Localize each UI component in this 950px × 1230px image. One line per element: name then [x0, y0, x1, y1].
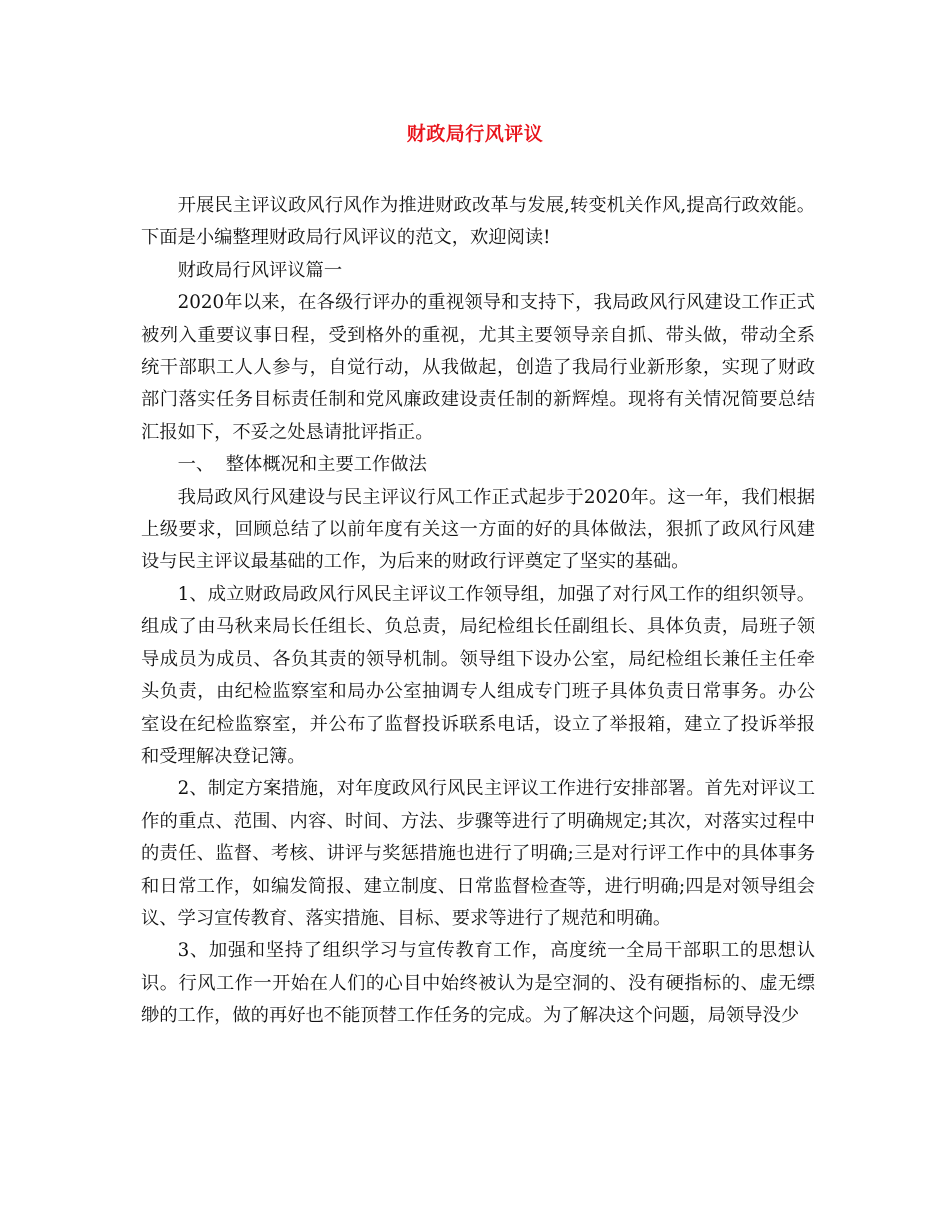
- paragraph-item-3: 3、加强和坚持了组织学习与宣传教育工作，高度统一全局干部职工的思想认识。行风工作一开始在人们的心目中始终被认为是空洞的、没有硬指标的、虚无缥缈的工作，做的再好也不能顶替工作任务的完成。为了解决这个问题，局领导没少: [141, 940, 815, 1027]
- paragraph-intro: 开展民主评议政风行风作为推进财政改革与发展,转变机关作风,提高行政效能。下面是小编整理财政局行风评议的范文，欢迎阅读!: [141, 195, 815, 249]
- document-body: [141, 190, 815, 1033]
- paragraph-item-2: 2、制定方案措施，对年度政风行风民主评议工作进行安排部署。首先对评议工作的重点、范围、内容、时间、方法、步骤等进行了明确规定;其次，对落实过程中的责任、监督、考核、讲评与奖惩措施也进行了明确;三是对行评工作中的具体事务和日常工作，如编发简报、建立制度、日常监督检查等，进行明确;四是对领导组会议、学习宣传教育、落实措施、目标、要求等进行了规范和明确。: [141, 778, 815, 929]
- paragraph-start: 我局政风行风建设与民主评议行风工作正式起步于2020年。这一年，我们根据上级要求，回顾总结了以前年度有关这一方面的好的具体做法，狠抓了政风行风建设与民主评议最基础的工作，为后来的财政行评奠定了坚实的基础。: [141, 486, 815, 573]
- paragraph-overview: 2020年以来，在各级行评办的重视领导和支持下，我局政风行风建设工作正式被列入重要议事日程，受到格外的重视，尤其主要领导亲自抓、带头做，带动全系统干部职工人人参与，自觉行动，从我做起，创造了我局行业新形象，实现了财政部门落实任务目标责任制和党风廉政建设责任制的新辉煌。现将有关情况简要总结汇报如下，不妥之处恳请批评指正。: [141, 292, 815, 443]
- paragraph-item-1: 1、成立财政局政风行风民主评议工作领导组，加强了对行风工作的组织领导。组成了由马秋来局长任组长、负总责，局纪检组长任副组长、具体负责，局班子领导成员为成员、各负其责的领导机制。领导组下设办公室，局纪检组长兼任主任牵头负责，由纪检监察室和局办公室抽调专人组成专门班子具体负责日常事务。办公室设在纪检监察室，并公布了监督投诉联系电话，设立了举报箱，建立了投诉举报和受理解决登记簿。: [141, 583, 815, 767]
- document-title: 财政局行风评议: [406, 123, 544, 145]
- paragraph-heading-1: 一、 整体概况和主要工作做法: [177, 454, 427, 476]
- paragraph-section-heading: 财政局行风评议篇一: [177, 259, 343, 281]
